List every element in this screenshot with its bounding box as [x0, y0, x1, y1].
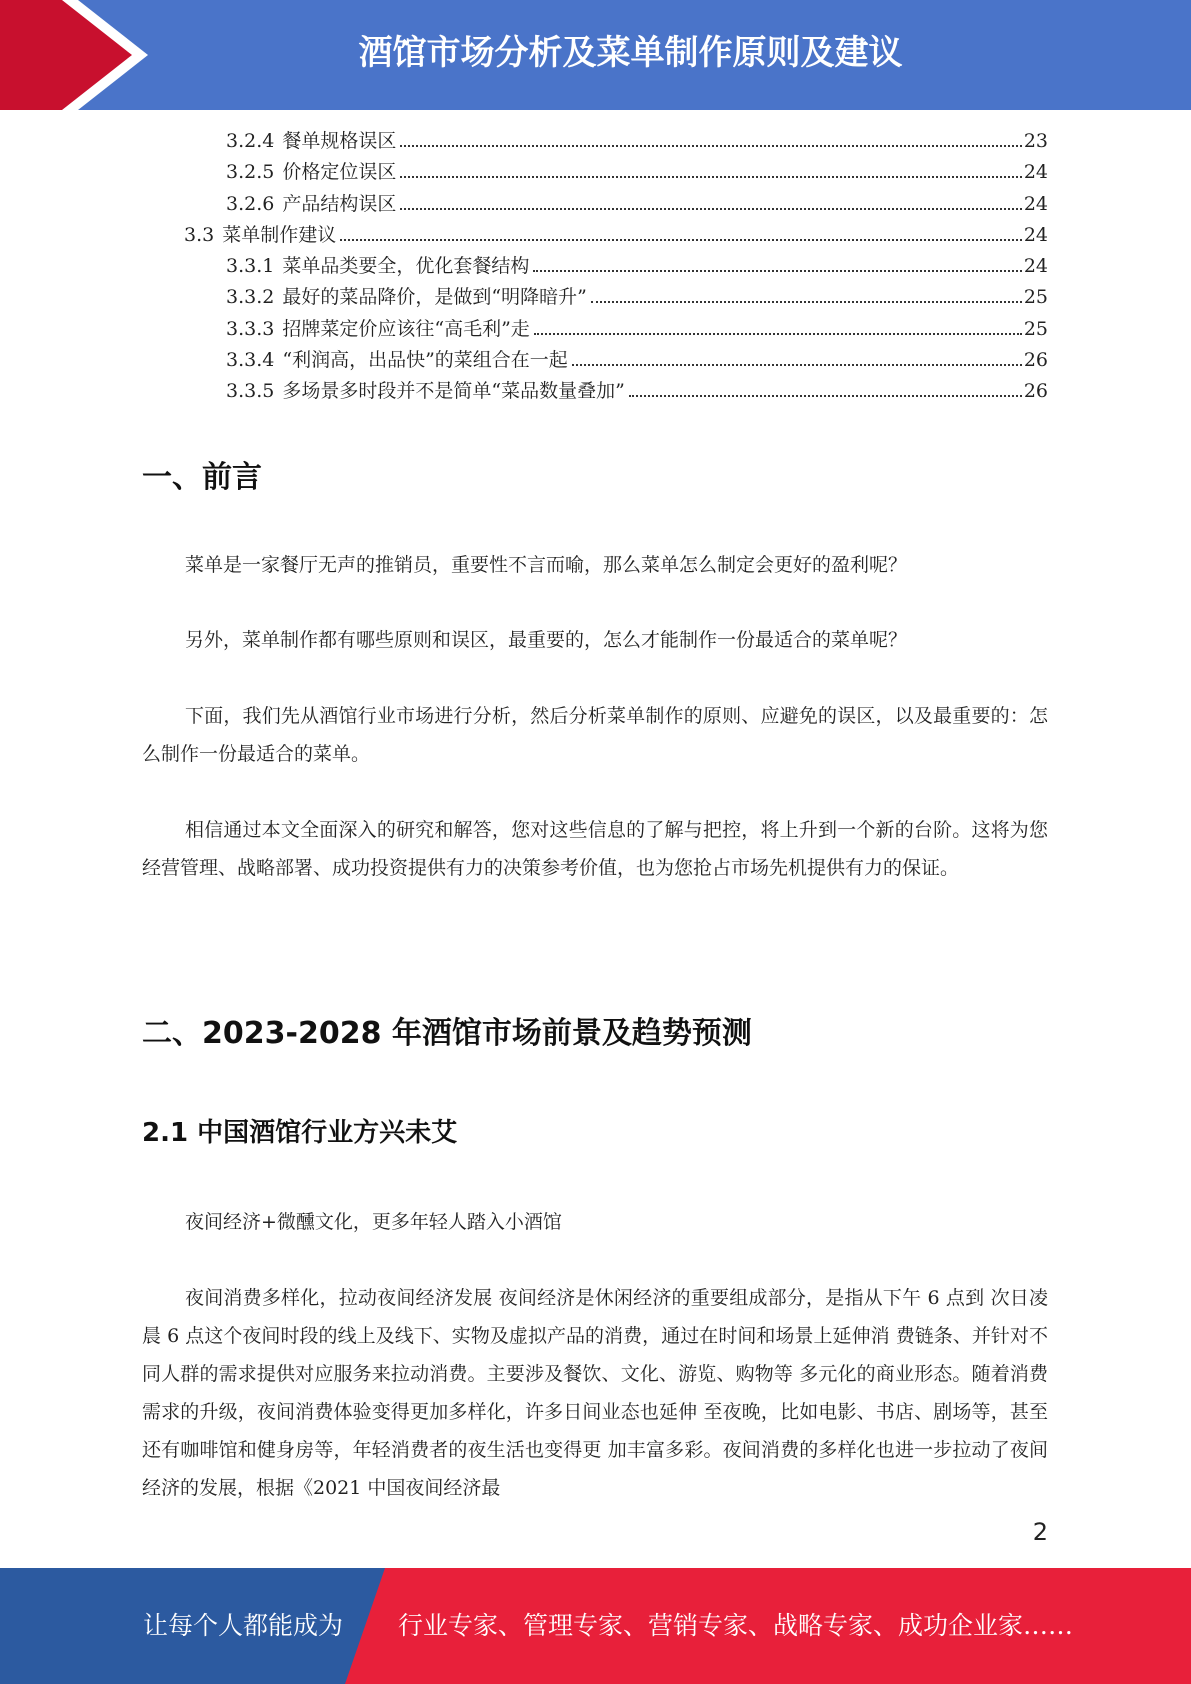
toc-number: 3.3.4	[226, 349, 275, 372]
toc-page: 24	[1023, 255, 1048, 278]
toc-leader	[340, 239, 1022, 241]
toc-leader	[400, 176, 1021, 178]
toc-number: 3.3.3	[226, 317, 275, 340]
toc-entry[interactable]	[140, 189, 1048, 220]
section-heading-preface: 一、前言	[142, 460, 262, 495]
toc-number: 3.2.5	[226, 161, 275, 184]
paragraph: 夜间经济+微醺文化，更多年轻人踏入小酒馆	[185, 1211, 562, 1233]
toc-text: 菜单制作建议	[222, 223, 337, 246]
toc-entry[interactable]	[140, 220, 1048, 251]
toc-page: 26	[1023, 349, 1048, 372]
toc-page: 25	[1023, 286, 1048, 309]
page-number: 2	[1032, 1518, 1048, 1546]
section-heading-market-outlook: 二、2023-2028 年酒馆市场前景及趋势预测	[142, 1016, 752, 1051]
toc-entry[interactable]	[140, 376, 1048, 407]
toc-entry[interactable]	[140, 157, 1048, 188]
toc-leader	[629, 395, 1022, 397]
toc-number: 3.3.5	[226, 380, 275, 403]
paragraph: 菜单是一家餐厅无声的推销员，重要性不言而喻，那么菜单怎么制定会更好的盈利呢？	[185, 554, 908, 576]
toc-leader	[533, 270, 1021, 272]
toc-entry[interactable]	[140, 345, 1048, 376]
toc-page: 25	[1023, 317, 1048, 340]
toc-page: 24	[1023, 161, 1048, 184]
toc-entry[interactable]	[140, 251, 1048, 282]
toc-page: 26	[1023, 380, 1048, 403]
toc-page: 24	[1023, 223, 1048, 246]
table-of-contents	[140, 126, 1048, 408]
toc-page: 23	[1023, 130, 1048, 152]
toc-number: 3.3.2	[226, 286, 275, 309]
paragraph: 另外，菜单制作都有哪些原则和误区，最重要的，怎么才能制作一份最适合的菜单呢？	[185, 629, 908, 651]
toc-leader	[534, 333, 1022, 335]
paragraph: 相信通过本文全面深入的研究和解答，您对这些信息的了解与把控，将上升到一个新的台阶。这将为您经营管理、战略部署、成功投资提供有力的决策参考价值，也为您抢占市场先机提供有力的保证。	[142, 819, 1048, 879]
subsection-heading: 2.1 中国酒馆行业方兴未艾	[142, 1118, 458, 1148]
footer-slogan-left: 让每个人都能成为	[143, 1611, 344, 1640]
toc-text: 招牌菜定价应该往“高毛利”走	[282, 317, 530, 340]
document-title: 酒馆市场分析及菜单制作原则及建议	[358, 33, 903, 73]
paragraph: 夜间消费多样化，拉动夜间经济发展 夜间经济是休闲经济的重要组成部分，是指从下午 6 点到 次日凌晨 6 点这个夜间时段的线上及线下、实物及虚拟产品的消费，通过在时间和场景上延伸消 费链条、并针对不同人群的需求提供对应服务来拉动消费。主要涉及餐饮、文化、游览、购物等 多元化的商业形态。随着消费需求的升级，夜间消费体验变得更加多样化，许多日间业态也延伸 至夜晚，比如电影、书店、剧场等，甚至还有咖啡馆和健身房等，年轻消费者的夜生活也变得更 加丰富多彩。夜间消费的多样化也进一步拉动了夜间经济的发展，根据《2021 中国夜间经济最	[142, 1287, 1048, 1499]
toc-text: 多场景多时段并不是简单“菜品数量叠加”	[282, 380, 625, 403]
toc-text: 菜单品类要全，优化套餐结构	[282, 255, 530, 278]
footer-slogan-right: 行业专家、管理专家、营销专家、战略专家、成功企业家……	[398, 1611, 1074, 1640]
toc-entry[interactable]	[140, 314, 1048, 345]
toc-leader	[591, 301, 1022, 303]
toc-number: 3.2.4	[226, 130, 275, 152]
paragraph: 下面，我们先从酒馆行业市场进行分析，然后分析菜单制作的原则、应避免的误区，以及最重要的：怎么制作一份最适合的菜单。	[142, 705, 1048, 765]
toc-leader	[572, 364, 1022, 366]
toc-leader	[400, 145, 1021, 147]
toc-text: 价格定位误区	[282, 161, 397, 184]
toc-number: 3.3	[184, 223, 215, 246]
toc-number: 3.3.1	[226, 255, 275, 278]
toc-text: 餐单规格误区	[282, 130, 397, 152]
toc-number: 3.2.6	[226, 192, 275, 215]
toc-text: “利润高，出品快”的菜组合在一起	[282, 349, 568, 372]
toc-leader	[400, 208, 1021, 210]
toc-entry[interactable]	[140, 282, 1048, 313]
header-banner	[0, 0, 1191, 110]
toc-text: 产品结构误区	[282, 192, 397, 215]
toc-page: 24	[1023, 192, 1048, 215]
toc-entry[interactable]	[140, 126, 1048, 157]
footer-banner	[0, 1568, 1191, 1684]
toc-text: 最好的菜品降价，是做到“明降暗升”	[282, 286, 587, 309]
